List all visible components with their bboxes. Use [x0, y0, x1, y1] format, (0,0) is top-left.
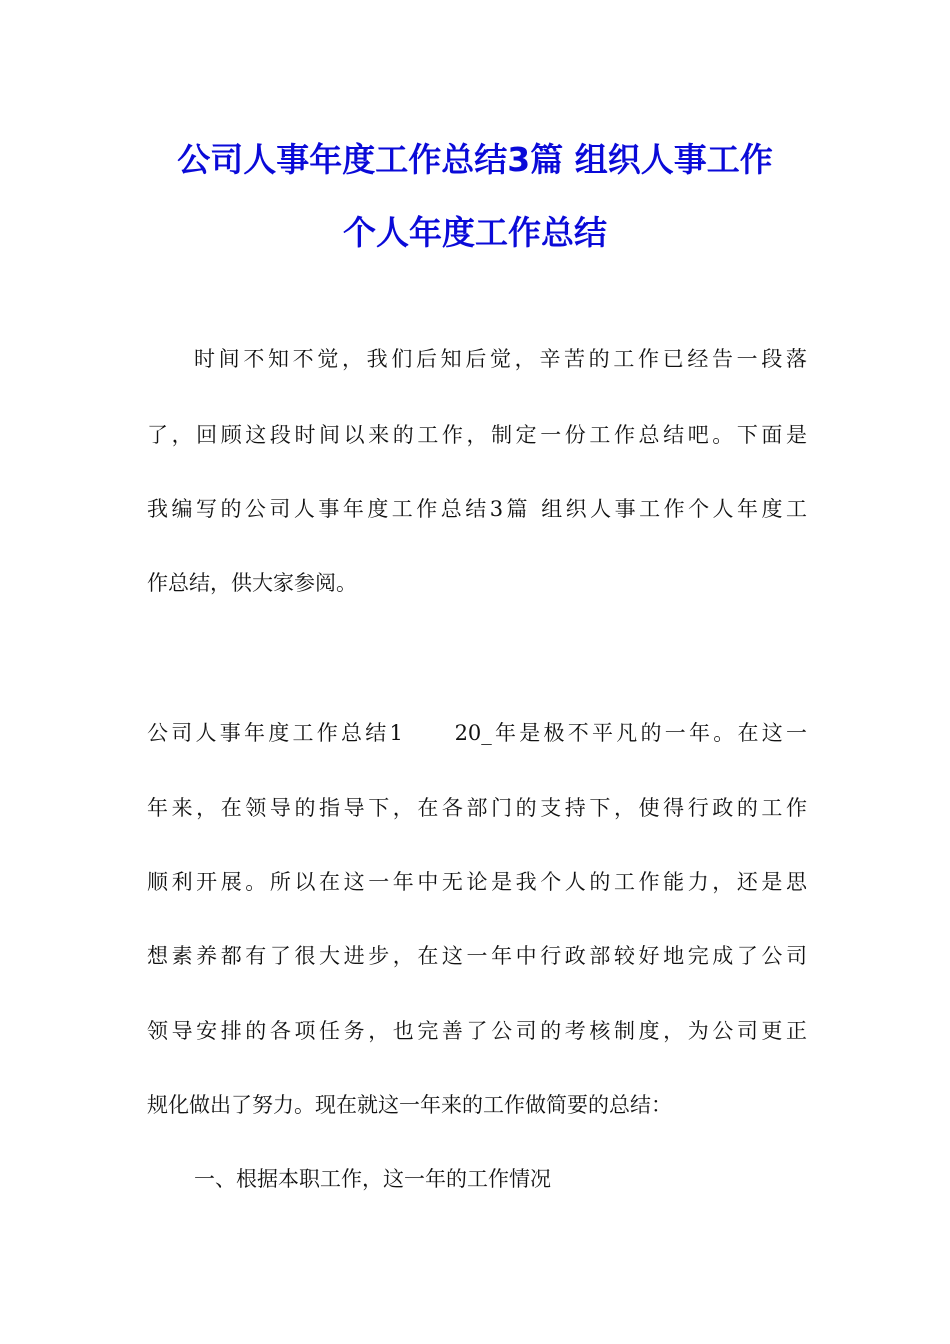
- section1-line-2: 年来，在领导的指导下，在各部门的支持下，使得行政的工作: [147, 796, 807, 820]
- document-title-line-2: 个人年度工作总结: [343, 213, 607, 252]
- intro-line-4: 作总结，供大家参阅。: [147, 571, 357, 595]
- section1-line-3: 顺利开展。所以在这一年中无论是我个人的工作能力，还是思: [147, 870, 807, 894]
- intro-line-3: 我编写的公司人事年度工作总结3篇 组织人事工作个人年度工: [147, 497, 807, 521]
- section1-line-4: 想素养都有了很大进步，在这一年中行政部较好地完成了公司: [147, 944, 807, 968]
- intro-line-1: 时间不知不觉，我们后知后觉，辛苦的工作已经告一段落: [194, 347, 807, 371]
- section1-line-5: 领导安排的各项任务，也完善了公司的考核制度，为公司更正: [147, 1019, 807, 1043]
- intro-line-2: 了，回顾这段时间以来的工作，制定一份工作总结吧。下面是: [147, 423, 807, 447]
- document-title-line-1: 公司人事年度工作总结3篇 组织人事工作: [177, 140, 773, 179]
- section-heading-1: 一、根据本职工作，这一年的工作情况: [194, 1167, 551, 1191]
- section1-line-6: 规化做出了努力。现在就这一年来的工作做简要的总结：: [147, 1093, 672, 1117]
- section1-line-1: 公司人事年度工作总结1 20_年是极不平凡的一年。在这一: [147, 721, 807, 745]
